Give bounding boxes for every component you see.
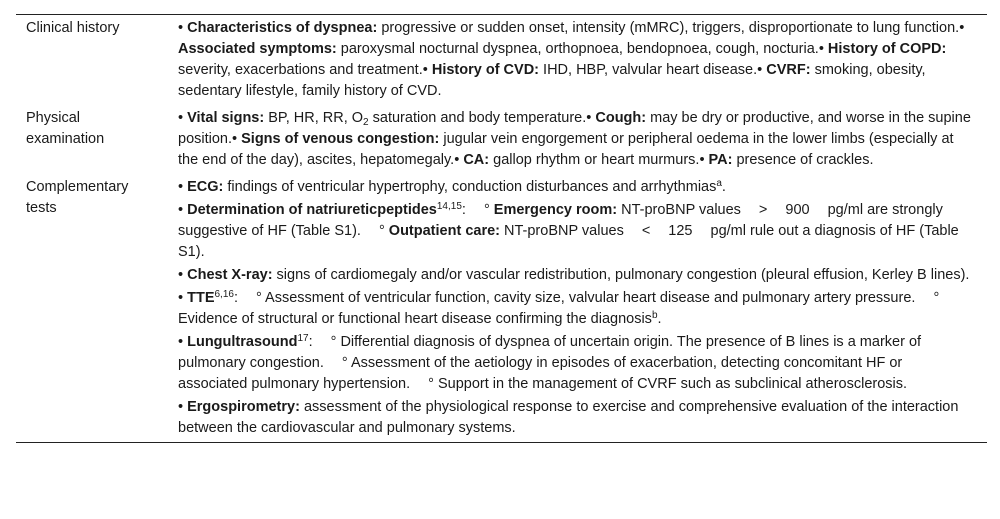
item-head: CVRF:	[766, 62, 811, 78]
ergospirometry-item: • Ergospirometry: assessment of the physiological response to exercise and comprehensive evaluation of the interaction between the cardiovascular and pulmonary systems.	[178, 399, 959, 436]
row-content-complementary-tests	[178, 177, 987, 443]
item-head: Characteristics of dyspnea:	[187, 20, 378, 36]
dyspnea-evaluation-table	[16, 14, 987, 443]
item-head: History of COPD:	[827, 41, 947, 57]
row-content-physical-examination: • Vital signs: BP, HR, RR, $O_2$ saturation and body temperature.• Cough: may be dry or productive, and worse in the supine position.• Signs of venous congestion: jugular vein engorgement or peripheral oedema in the lower limbs (especially at the end of the day), ascites, hepatomegaly.• CA: gallop rhythm or heart murmurs.• PA: presence of crackles.	[178, 110, 971, 168]
item-head: Associated symptoms:	[178, 41, 337, 57]
natriuretic-item: • Determination of natriureticpeptides$^{14,15}$: ° Emergency room: NT-proBNP values > 900 pg/ml are strongly suggestive of HF (Table S1). ° Outpatient care: NT-proBNP values < 125 pg/ml rule out a diagnosis of HF (Table S1).	[178, 201, 959, 260]
ecg-item: • ECG: findings of ventricular hypertrophy, conduction disturbances and arrhythmias$^a$.	[178, 178, 726, 195]
lung-ultrasound-item: • Lungultrasound$^{17}$: ° Differential diagnosis of dyspnea of uncertain origin. The presence of B lines is a marker of pulmonary congestion. ° Assessment of the aetiology in episodes of exacerbation, detecting concomitant HF or associated pulmonary hypertension. ° Support in the management of CVRF such as subclinical atherosclerosis.	[178, 333, 922, 392]
chest-xray-item: • Chest X-ray: signs of cardiomegaly and/or vascular redistribution, pulmonary congestion (pleural effusion, Kerley B lines).	[178, 267, 970, 283]
tte-item: • TTE$^{6,16}$: ° Assessment of ventricular function, cavity size, valvular heart disease and pulmonary artery pressure. ° Evidence of structural or functional heart disease confirming the diagnosis$^b$.	[178, 289, 940, 327]
row-label-complementary-tests: Complementary tests	[26, 179, 129, 216]
table-row-complementary-tests	[16, 177, 987, 443]
row-content-clinical-history: • Characteristics of dyspnea: progressive or sudden onset, intensity (mMRC), triggers, disproportionate to lung function.• Associated symptoms: paroxysmal nocturnal dyspnea, orthopnoea, bendopnoea, cough, nocturia.• History of COPD: severity, exacerbations and treatment.• History of CVD: IHD, HBP, valvular heart disease.• CVRF: smoking, obesity, sedentary lifestyle, family history of CVD.	[178, 20, 965, 99]
table-container	[16, 14, 987, 443]
row-label-physical-examination: Physical examination	[26, 110, 105, 147]
table-row-clinical-history	[16, 15, 987, 109]
row-label-clinical-history: Clinical history	[26, 20, 120, 36]
table-row-physical-examination	[16, 108, 987, 177]
item-head: History of CVD:	[431, 62, 540, 78]
